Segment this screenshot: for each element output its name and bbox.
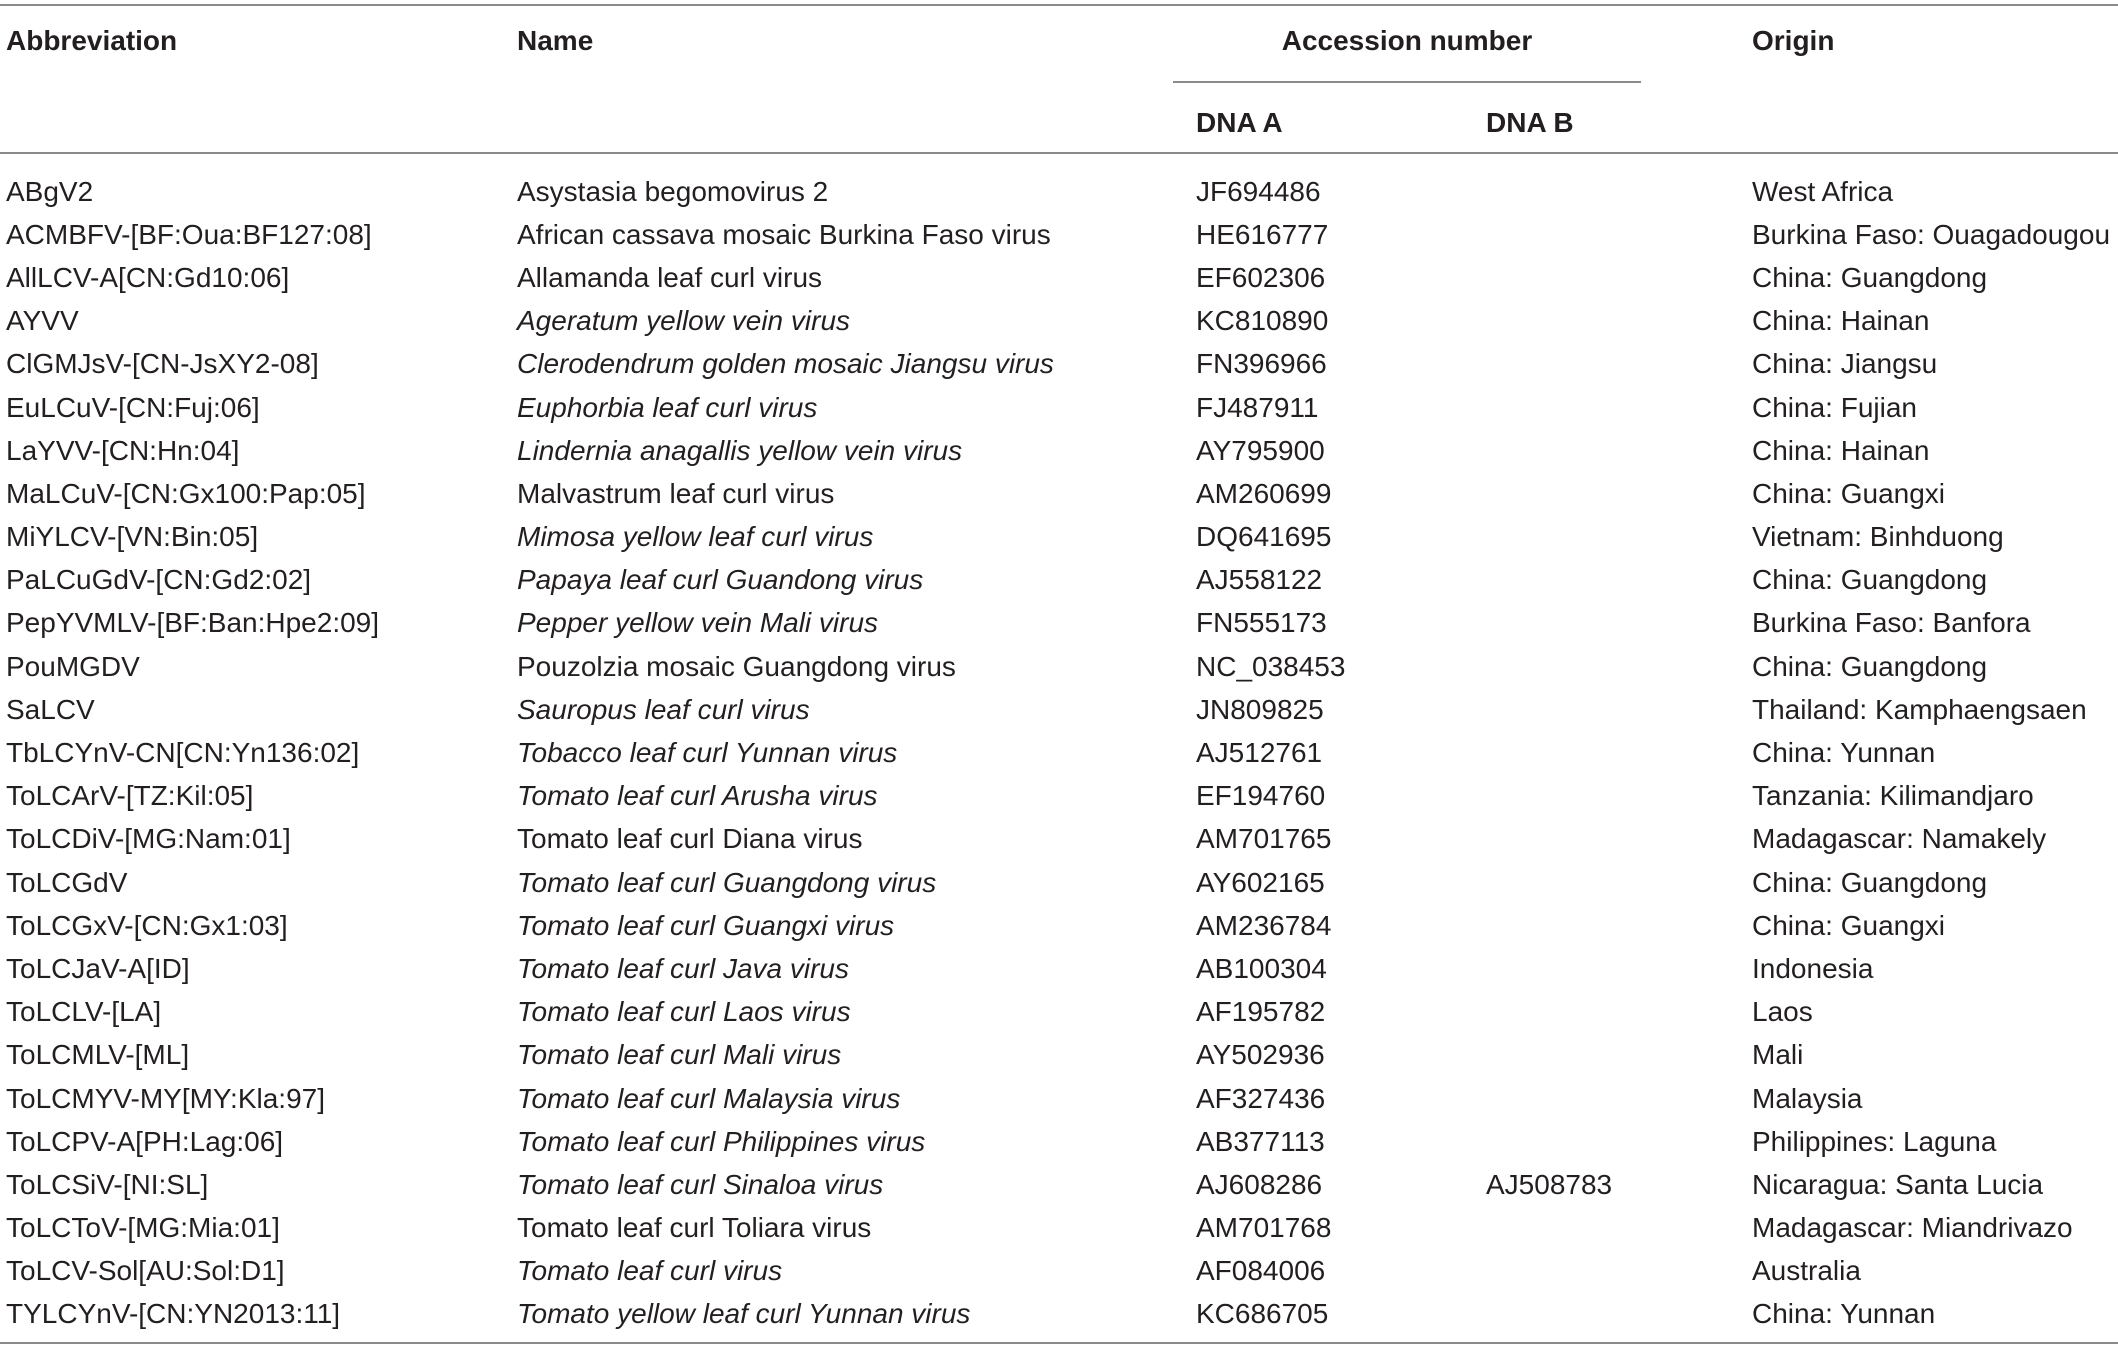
cell-dna-a: EF602306: [1196, 261, 1326, 293]
cell-origin: China: Guangxi: [1752, 909, 1946, 941]
cell-dna-b: [1486, 991, 1752, 1034]
cell-abbreviation: TbLCYnV-CN[CN:Yn136:02]: [6, 737, 360, 769]
cell-abbreviation: ToLCGxV-[CN:Gx1:03]: [6, 909, 288, 941]
cell-name: Tomato leaf curl Mali virus: [517, 1039, 842, 1071]
cell-abbreviation: PouMGDV: [6, 650, 140, 682]
cell-dna-a: AM701765: [1196, 823, 1332, 855]
cell-dna-b: [1486, 602, 1752, 645]
cell-name: Tomato leaf curl Sinaloa virus: [517, 1168, 884, 1200]
cell-dna-a: EF194760: [1196, 780, 1326, 812]
cell-dna-b: AJ508783: [1486, 1168, 1613, 1200]
cell-name: Pepper yellow vein Mali virus: [517, 607, 879, 639]
header-origin: Origin: [1752, 25, 1835, 56]
cell-origin: Tanzania: Kilimandjaro: [1752, 780, 2034, 812]
cell-origin: China: Hainan: [1752, 305, 1930, 337]
cell-dna-b: [1486, 1077, 1752, 1120]
cell-dna-a: AM236784: [1196, 909, 1332, 941]
cell-origin: Madagascar: Miandrivazo: [1752, 1212, 2073, 1244]
cell-abbreviation: ToLCMLV-[ML]: [6, 1039, 190, 1071]
cell-name: Tomato leaf curl Guangdong virus: [517, 866, 937, 898]
cell-name: Tomato leaf curl Java virus: [517, 952, 849, 984]
cell-origin: China: Guangxi: [1752, 477, 1946, 509]
cell-dna-a: AJ608286: [1196, 1168, 1323, 1200]
cell-origin: China: Yunnan: [1752, 737, 1936, 769]
cell-origin: China: Guangdong: [1752, 866, 1988, 898]
cell-dna-b: [1486, 1207, 1752, 1250]
table-row: [0, 947, 2118, 990]
cell-abbreviation: LaYVV-[CN:Hn:04]: [6, 434, 240, 466]
table-row: [0, 429, 2118, 472]
cell-dna-b: [1486, 1120, 1752, 1163]
table-row: [0, 991, 2118, 1034]
cell-abbreviation: SaLCV: [6, 693, 95, 725]
cell-dna-a: AY795900: [1196, 434, 1325, 466]
cell-name: Allamanda leaf curl virus: [517, 261, 823, 293]
cell-dna-b: [1486, 213, 1752, 256]
table-row: [0, 386, 2118, 429]
cell-dna-b: [1486, 386, 1752, 429]
cell-dna-a: KC686705: [1196, 1298, 1329, 1330]
table-body: [0, 170, 2118, 1336]
cell-name: Tomato yellow leaf curl Yunnan virus: [517, 1298, 971, 1330]
table-row: [0, 645, 2118, 688]
cell-name: Tomato leaf curl Toliara virus: [517, 1212, 872, 1244]
table-row: [0, 688, 2118, 731]
cell-name: Tomato leaf curl Guangxi virus: [517, 909, 895, 941]
cell-dna-a: AB377113: [1196, 1125, 1325, 1157]
cell-abbreviation: EuLCuV-[CN:Fuj:06]: [6, 391, 260, 423]
cell-dna-a: AF195782: [1196, 996, 1326, 1028]
cell-abbreviation: ClGMJsV-[CN-JsXY2-08]: [6, 348, 319, 380]
cell-name: Tobacco leaf curl Yunnan virus: [517, 737, 898, 769]
cell-name: Malvastrum leaf curl virus: [517, 477, 835, 509]
cell-abbreviation: ToLCArV-[TZ:Kil:05]: [6, 780, 254, 812]
header-abbreviation: Abbreviation: [6, 25, 178, 56]
table-row: [0, 861, 2118, 904]
cell-name: Clerodendrum golden mosaic Jiangsu virus: [517, 348, 1054, 380]
cell-dna-b: [1486, 516, 1752, 559]
table-row: [0, 1207, 2118, 1250]
cell-abbreviation: PepYVMLV-[BF:Ban:Hpe2:09]: [6, 607, 380, 639]
cell-abbreviation: ToLCPV-A[PH:Lag:06]: [6, 1125, 284, 1157]
cell-dna-b: [1486, 300, 1752, 343]
table-row: [0, 1034, 2118, 1077]
cell-dna-a: HE616777: [1196, 218, 1329, 250]
cell-name: Asystasia begomovirus 2: [517, 175, 829, 207]
table-row: [0, 559, 2118, 602]
cell-name: Ageratum yellow vein virus: [517, 305, 851, 337]
cell-name: Mimosa yellow leaf curl virus: [517, 521, 874, 553]
cell-origin: China: Yunnan: [1752, 1298, 1936, 1330]
cell-name: Papaya leaf curl Guandong virus: [517, 564, 924, 596]
cell-dna-a: DQ641695: [1196, 521, 1332, 553]
cell-dna-a: NC_038453: [1196, 650, 1346, 682]
cell-abbreviation: ToLCDiV-[MG:Nam:01]: [6, 823, 291, 855]
cell-dna-b: [1486, 559, 1752, 602]
cell-abbreviation: PaLCuGdV-[CN:Gd2:02]: [6, 564, 312, 596]
table-row: [0, 256, 2118, 299]
cell-name: Sauropus leaf curl virus: [517, 693, 810, 725]
table-row: [0, 1250, 2118, 1293]
cell-origin: China: Guangdong: [1752, 261, 1988, 293]
table-top-rule: [0, 4, 2118, 6]
cell-dna-a: AF327436: [1196, 1082, 1326, 1114]
cell-abbreviation: AllLCV-A[CN:Gd10:06]: [6, 261, 290, 293]
cell-dna-a: AB100304: [1196, 952, 1327, 984]
cell-dna-a: KC810890: [1196, 305, 1329, 337]
cell-dna-b: [1486, 256, 1752, 299]
cell-dna-a: AJ512761: [1196, 737, 1323, 769]
cell-abbreviation: ABgV2: [6, 175, 94, 207]
cell-abbreviation: TYLCYnV-[CN:YN2013:11]: [6, 1298, 341, 1330]
cell-origin: Burkina Faso: Banfora: [1752, 607, 2031, 639]
table-row: [0, 1077, 2118, 1120]
header-bottom-rule: [0, 152, 2118, 154]
cell-name: Euphorbia leaf curl virus: [517, 391, 818, 423]
cell-origin: Malaysia: [1752, 1082, 1863, 1114]
cell-name: Tomato leaf curl Laos virus: [517, 996, 851, 1028]
cell-origin: China: Guangdong: [1752, 650, 1988, 682]
table-row: [0, 731, 2118, 774]
cell-name: Tomato leaf curl Malaysia virus: [517, 1082, 901, 1114]
cell-dna-a: FN396966: [1196, 348, 1327, 380]
cell-origin: China: Fujian: [1752, 391, 1917, 423]
table-row: [0, 516, 2118, 559]
cell-dna-b: [1486, 1250, 1752, 1293]
cell-origin: Madagascar: Namakely: [1752, 823, 2047, 855]
accession-span-rule: [1173, 81, 1641, 83]
cell-dna-a: AY602165: [1196, 866, 1325, 898]
cell-origin: Australia: [1752, 1255, 1861, 1287]
table-row: [0, 1293, 2118, 1336]
cell-dna-b: [1486, 645, 1752, 688]
table-row: [0, 818, 2118, 861]
cell-dna-b: [1486, 818, 1752, 861]
cell-origin: West Africa: [1752, 175, 1894, 207]
cell-dna-a: AM701768: [1196, 1212, 1332, 1244]
table-row: [0, 170, 2118, 213]
table-row: [0, 343, 2118, 386]
cell-dna-b: [1486, 170, 1752, 213]
cell-name: African cassava mosaic Burkina Faso virus: [517, 218, 1051, 250]
cell-abbreviation: ToLCMYV-MY[MY:Kla:97]: [6, 1082, 326, 1114]
cell-dna-b: [1486, 775, 1752, 818]
cell-dna-a: AJ558122: [1196, 564, 1323, 596]
cell-abbreviation: ToLCGdV: [6, 866, 128, 898]
cell-abbreviation: ToLCSiV-[NI:SL]: [6, 1168, 209, 1200]
cell-origin: Thailand: Kamphaengsaen: [1752, 693, 2087, 725]
cell-abbreviation: ToLCJaV-A[ID]: [6, 952, 190, 984]
cell-origin: Mali: [1752, 1039, 1804, 1071]
header-dna-b: DNA B: [1486, 107, 1574, 138]
cell-origin: Nicaragua: Santa Lucia: [1752, 1168, 2044, 1200]
cell-dna-b: [1486, 472, 1752, 515]
cell-name: Tomato leaf curl Diana virus: [517, 823, 863, 855]
header-name: Name: [517, 25, 594, 56]
cell-name: Tomato leaf curl Philippines virus: [517, 1125, 926, 1157]
cell-dna-b: [1486, 947, 1752, 990]
table-row: [0, 775, 2118, 818]
cell-name: Pouzolzia mosaic Guangdong virus: [517, 650, 956, 682]
cell-origin: Vietnam: Binhduong: [1752, 521, 2004, 553]
table-row: [0, 602, 2118, 645]
table-row: [0, 1120, 2118, 1163]
cell-name: Tomato leaf curl virus: [517, 1255, 783, 1287]
cell-dna-a: FN555173: [1196, 607, 1327, 639]
cell-origin: Burkina Faso: Ouagadougou: [1752, 218, 2111, 250]
table-row: [0, 472, 2118, 515]
table-row: [0, 1163, 2118, 1206]
cell-abbreviation: MaLCuV-[CN:Gx100:Pap:05]: [6, 477, 366, 509]
cell-abbreviation: ACMBFV-[BF:Oua:BF127:08]: [6, 218, 372, 250]
cell-name: Tomato leaf curl Arusha virus: [517, 780, 878, 812]
header-accession-number: Accession number: [1281, 25, 1533, 56]
cell-origin: Laos: [1752, 996, 1813, 1028]
table-row: [0, 300, 2118, 343]
cell-origin: China: Jiangsu: [1752, 348, 1938, 380]
cell-origin: Indonesia: [1752, 952, 1874, 984]
header-dna-a: DNA A: [1196, 107, 1283, 138]
cell-dna-b: [1486, 688, 1752, 731]
cell-name: Lindernia anagallis yellow vein virus: [517, 434, 963, 466]
cell-dna-b: [1486, 343, 1752, 386]
cell-dna-b: [1486, 904, 1752, 947]
cell-dna-a: JF694486: [1196, 175, 1321, 207]
cell-dna-a: JN809825: [1196, 693, 1324, 725]
cell-dna-b: [1486, 861, 1752, 904]
cell-abbreviation: MiYLCV-[VN:Bin:05]: [6, 521, 259, 553]
cell-origin: China: Guangdong: [1752, 564, 1988, 596]
cell-dna-b: [1486, 1034, 1752, 1077]
cell-origin: China: Hainan: [1752, 434, 1930, 466]
cell-abbreviation: ToLCV-Sol[AU:Sol:D1]: [6, 1255, 285, 1287]
cell-dna-a: AM260699: [1196, 477, 1332, 509]
cell-abbreviation: AYVV: [6, 305, 79, 337]
cell-dna-a: AF084006: [1196, 1255, 1326, 1287]
cell-dna-a: AY502936: [1196, 1039, 1325, 1071]
table-row: [0, 213, 2118, 256]
cell-origin: Philippines: Laguna: [1752, 1125, 1997, 1157]
cell-dna-b: [1486, 1293, 1752, 1336]
table-bottom-rule: [0, 1342, 2118, 1344]
cell-dna-b: [1486, 731, 1752, 774]
cell-dna-b: [1486, 429, 1752, 472]
table-row: [0, 904, 2118, 947]
cell-dna-a: FJ487911: [1196, 391, 1319, 423]
cell-abbreviation: ToLCLV-[LA]: [6, 996, 162, 1028]
cell-abbreviation: ToLCToV-[MG:Mia:01]: [6, 1212, 280, 1244]
